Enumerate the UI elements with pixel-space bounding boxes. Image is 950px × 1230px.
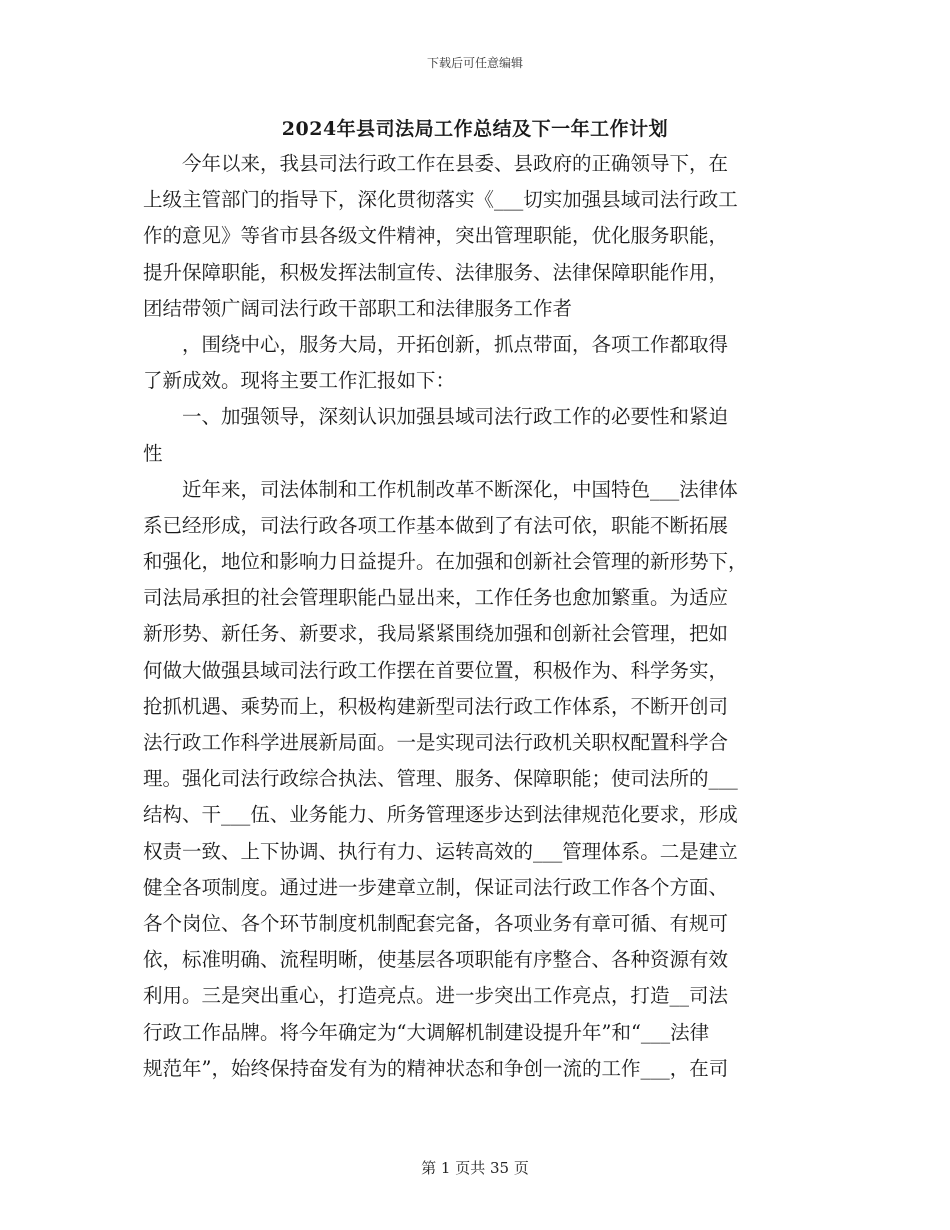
- page-header-note: 下载后可任意编辑: [426, 56, 523, 70]
- body-line: 团结带领广阔司法行政干部职工和法律服务工作者: [143, 296, 573, 320]
- body-line: 结构、干___伍、业务能力、所务管理逐步达到法律规范化要求，形成: [143, 803, 738, 827]
- body-line: 了新成效。现将主要工作汇报如下：: [143, 369, 456, 393]
- body-line: 系已经形成，司法行政各项工作基本做到了有法可依，职能不断拓展: [143, 513, 729, 537]
- body-line: 和强化，地位和影响力日益提升。在加强和创新社会管理的新形势下，: [143, 550, 748, 574]
- body-line: 健全各项制度。通过进一步建章立制，保证司法行政工作各个方面、: [143, 875, 729, 899]
- body-line: 规范年”，始终保持奋发有为的精神状态和争创一流的工作___，在司: [143, 1056, 729, 1080]
- body-line: 各个岗位、各个环节制度机制配套完备，各项业务有章可循、有规可: [143, 911, 729, 935]
- body-line: 行政工作品牌。将今年确定为“大调解机制建设提升年”和“___法律: [143, 1020, 710, 1044]
- body-line: 利用。三是突出重心，打造亮点。进一步突出工作亮点，打造__司法: [143, 984, 729, 1008]
- document-title: 2024年县司法局工作总结及下一年工作计划: [281, 118, 669, 140]
- body-line: 今年以来，我县司法行政工作在县委、县政府的正确领导下，在: [143, 152, 729, 175]
- body-line: 何做大做强县域司法行政工作摆在首要位置，积极作为、科学务实，: [143, 658, 729, 682]
- body-line: 上级主管部门的指导下，深化贯彻落实《___切实加强县域司法行政工: [143, 188, 738, 212]
- body-line: 一、加强领导，深刻认识加强县域司法行政工作的必要性和紧迫: [143, 405, 729, 429]
- body-line: 作的意见》等省市县各级文件精神，突出管理职能，优化服务职能，: [143, 224, 729, 248]
- body-line: 理。强化司法行政综合执法、管理、服务、保障职能；使司法所的___: [143, 767, 738, 791]
- body-line: 近年来，司法体制和工作机制改革不断深化，中国特色___法律体: [143, 477, 738, 501]
- body-line: 法行政工作科学进展新局面。一是实现司法行政机关职权配置科学合: [143, 731, 729, 754]
- body-line: 依，标准明确、流程明晰，使基层各项职能有序整合、各种资源有效: [143, 948, 729, 972]
- body-line: 性: [143, 441, 163, 465]
- body-line: 提升保障职能，积极发挥法制宣传、法律服务、法律保障职能作用，: [143, 260, 729, 284]
- body-line: 权责一致、上下协调、执行有力、运转高效的___管理体系。二是建立: [143, 839, 738, 863]
- document-body: [143, 146, 808, 1087]
- body-line: 抢抓机遇、乘势而上，积极构建新型司法行政工作体系，不断开创司: [143, 694, 729, 718]
- body-line: ，围绕中心，服务大局，开拓创新，抓点带面，各项工作都取得: [143, 332, 729, 356]
- body-line: 新形势、新任务、新要求，我局紧紧围绕加强和创新社会管理，把如: [143, 622, 729, 646]
- body-line: 司法局承担的社会管理职能凸显出来，工作任务也愈加繁重。为适应: [143, 586, 729, 610]
- page-footer: 第 1 页共 35 页: [421, 1159, 529, 1177]
